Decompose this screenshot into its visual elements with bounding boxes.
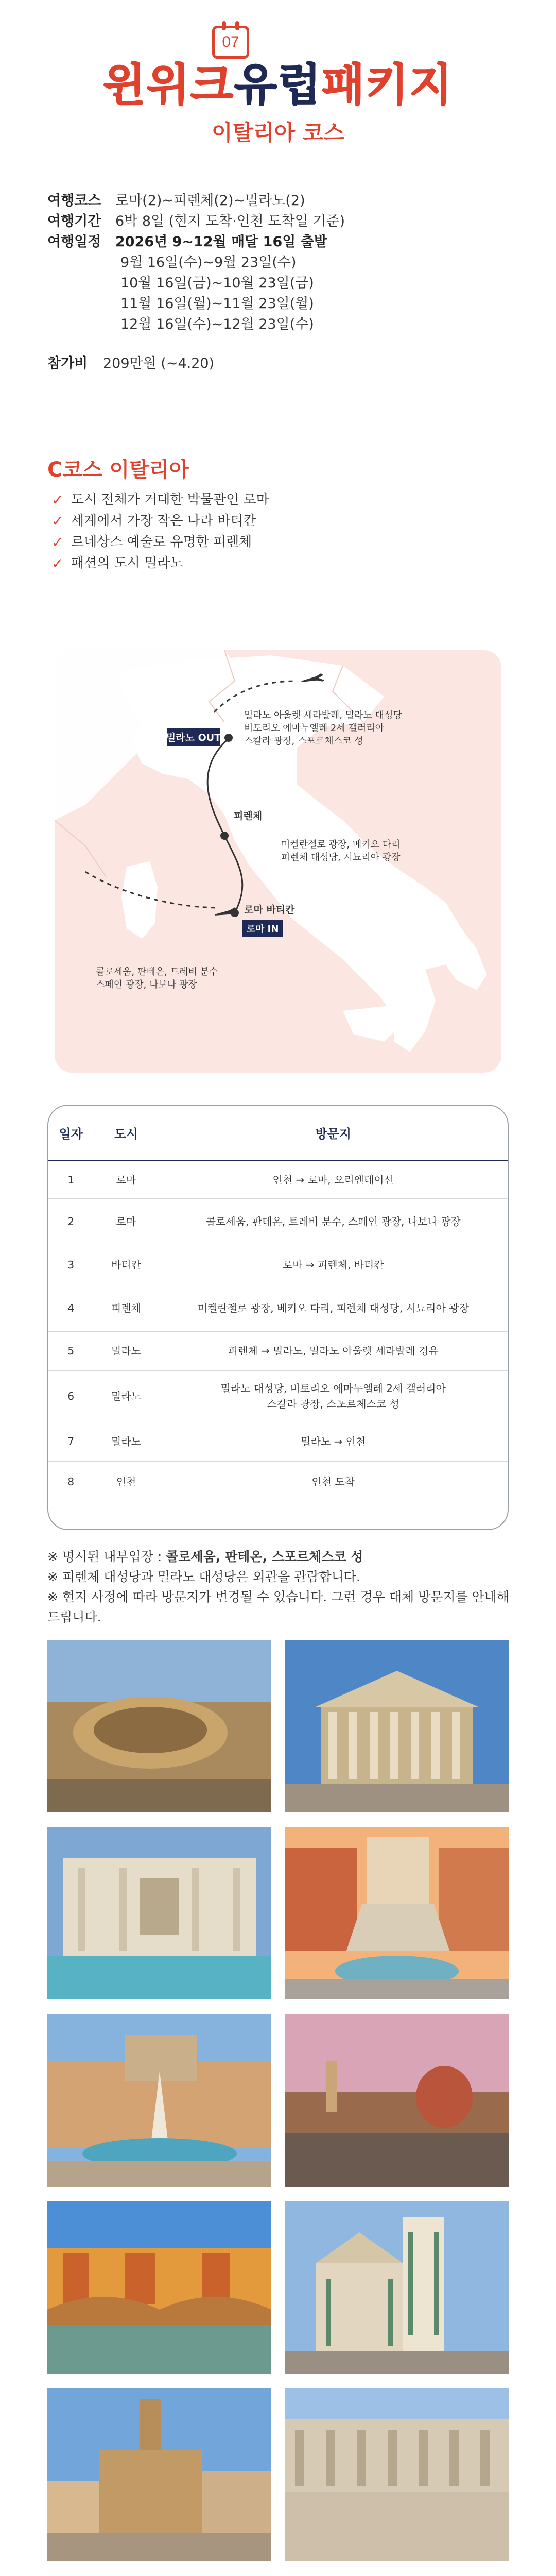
milan-desc: 비토리오 에마누엘레 2세 갤러리아 bbox=[244, 723, 385, 734]
course-row bbox=[47, 191, 345, 211]
table-row: 8 인천 인천 도착 bbox=[48, 1461, 508, 1502]
course-label: 여행코스 bbox=[47, 193, 101, 209]
milan-label: 밀라노 OUT bbox=[166, 732, 221, 743]
feature-item: ✓ 르네상스 예술로 유명한 피렌체 bbox=[51, 532, 269, 553]
rome-desc: 스페인 광장, 나보나 광장 bbox=[96, 979, 197, 990]
milan-square-photo bbox=[285, 2388, 509, 2561]
schedule-row bbox=[47, 232, 345, 252]
table-row: 5 밀라노 피렌체 → 밀라노, 밀라노 아울렛 세라발레 경유 bbox=[48, 1331, 508, 1370]
pantheon-photo bbox=[285, 1640, 509, 1812]
table-header-row bbox=[48, 1106, 508, 1160]
title-part-3: 패키지 bbox=[322, 60, 454, 110]
palazzo-vecchio-photo bbox=[47, 2388, 271, 2561]
feature-item: ✓ 도시 전체가 거대한 박물관인 로마 bbox=[51, 489, 269, 511]
badge-number: 07 bbox=[222, 33, 239, 50]
c-course-title: C코스 이탈리아 bbox=[47, 458, 189, 482]
notes bbox=[47, 1547, 516, 1627]
vatican-label: 로마 바티칸 bbox=[244, 904, 295, 916]
trevi-fountain-photo bbox=[47, 1827, 271, 1999]
check-icon: ✓ bbox=[51, 492, 64, 509]
check-icon: ✓ bbox=[51, 534, 64, 551]
table-row: 1 로마 인천 → 로마, 오리엔테이션 bbox=[48, 1160, 508, 1198]
rome-desc: 콜로세움, 판테온, 트레비 분수 bbox=[96, 967, 218, 977]
check-icon: ✓ bbox=[51, 555, 64, 572]
title-part-2: 유럽 bbox=[234, 60, 322, 110]
trip-info bbox=[47, 191, 345, 374]
header bbox=[0, 0, 556, 170]
header-visit: 방문지 bbox=[159, 1106, 508, 1160]
florence-desc: 미켈란젤로 광장, 베키오 다리 bbox=[281, 839, 401, 850]
table-row: 2 로마 콜로세움, 판테온, 트레비 분수, 스페인 광장, 나보나 광장 bbox=[48, 1198, 508, 1245]
price-value: 209만원 (~4.20) bbox=[103, 355, 215, 371]
note-entrance: ※ 명시된 내부입장 : 콜로세움, 판테온, 스포르체스코 성 bbox=[47, 1549, 363, 1564]
colosseum-photo bbox=[47, 1640, 271, 1812]
period-row bbox=[47, 211, 345, 232]
date-item: 9월 16일(수)~9월 23일(수) bbox=[120, 255, 297, 270]
map-graphic bbox=[55, 650, 501, 1073]
milan-desc: 밀라노 아울렛 세라발레, 밀라노 대성당 bbox=[244, 710, 402, 721]
itinerary-table bbox=[47, 1105, 509, 1530]
table-row: 4 피렌체 미켈란젤로 광장, 베키오 다리, 피렌체 대성당, 시뇨리아 광장 bbox=[48, 1285, 508, 1331]
title-part-1: 윈위크 bbox=[102, 60, 234, 110]
date-item: 10월 16일(금)~10월 23일(금) bbox=[120, 275, 314, 291]
header-city: 도시 bbox=[94, 1106, 159, 1160]
table-row: 7 밀라노 밀라노 → 인천 bbox=[48, 1422, 508, 1461]
milan-marker bbox=[224, 734, 233, 742]
florence-desc: 피렌체 대성당, 시뇨리아 광장 bbox=[281, 852, 401, 863]
ponte-vecchio-photo bbox=[47, 2201, 271, 2374]
schedule-value: 2026년 9~12월 매달 16일 출발 bbox=[115, 234, 327, 250]
course-value: 로마(2)~피렌체(2)~밀라노(2) bbox=[115, 193, 305, 209]
piazza-navona-photo bbox=[47, 2014, 271, 2187]
florence-cathedral-photo bbox=[285, 2201, 509, 2374]
rome-marker bbox=[231, 909, 239, 917]
date-list bbox=[120, 252, 345, 335]
period-value: 6박 8일 (현지 도착·인천 도착일 기준) bbox=[115, 213, 345, 229]
note-change: ※ 현지 사정에 따라 방문지가 변경될 수 있습니다. 그런 경우 대체 방문지를 안내해 드립니다. bbox=[47, 1589, 510, 1624]
feature-item: ✓ 세계에서 가장 작은 나라 바티칸 bbox=[51, 511, 269, 532]
schedule-label: 여행일정 bbox=[47, 234, 101, 250]
milan-desc: 스칼라 광장, 스포르체스코 성 bbox=[244, 736, 363, 747]
rome-in-label: 로마 IN bbox=[246, 924, 279, 935]
italy-route-map bbox=[55, 650, 501, 1073]
table-row: 3 바티칸 로마 → 피렌체, 바티칸 bbox=[48, 1245, 508, 1285]
date-item: 12월 16일(수)~12월 23일(수) bbox=[120, 316, 314, 332]
table-row: 6 밀라노 밀라노 대성당, 비토리오 에마누엘레 2세 갤러리아 스칼라 광장, 스포르체스코 성 bbox=[48, 1370, 508, 1422]
price-label: 참가비 bbox=[47, 355, 88, 371]
feature-item: ✓ 패션의 도시 밀라노 bbox=[51, 553, 269, 574]
main-title bbox=[0, 49, 556, 113]
sardinia bbox=[121, 861, 158, 939]
spanish-steps-photo bbox=[285, 1827, 509, 1999]
florence-marker bbox=[220, 832, 229, 840]
check-icon: ✓ bbox=[51, 513, 64, 530]
note-exterior: ※ 피렌체 대성당과 밀라노 대성당은 외관을 관람합니다. bbox=[47, 1569, 360, 1584]
date-item: 11월 16일(월)~11월 23일(월) bbox=[120, 296, 314, 312]
florence-label: 피렌체 bbox=[234, 810, 263, 822]
florence-skyline-photo bbox=[285, 2014, 509, 2187]
price-row bbox=[47, 353, 345, 374]
course-title: 이탈리아 코스 bbox=[211, 120, 345, 145]
header-day: 일자 bbox=[48, 1106, 94, 1160]
feature-list bbox=[51, 489, 269, 574]
period-label: 여행기간 bbox=[47, 213, 101, 229]
